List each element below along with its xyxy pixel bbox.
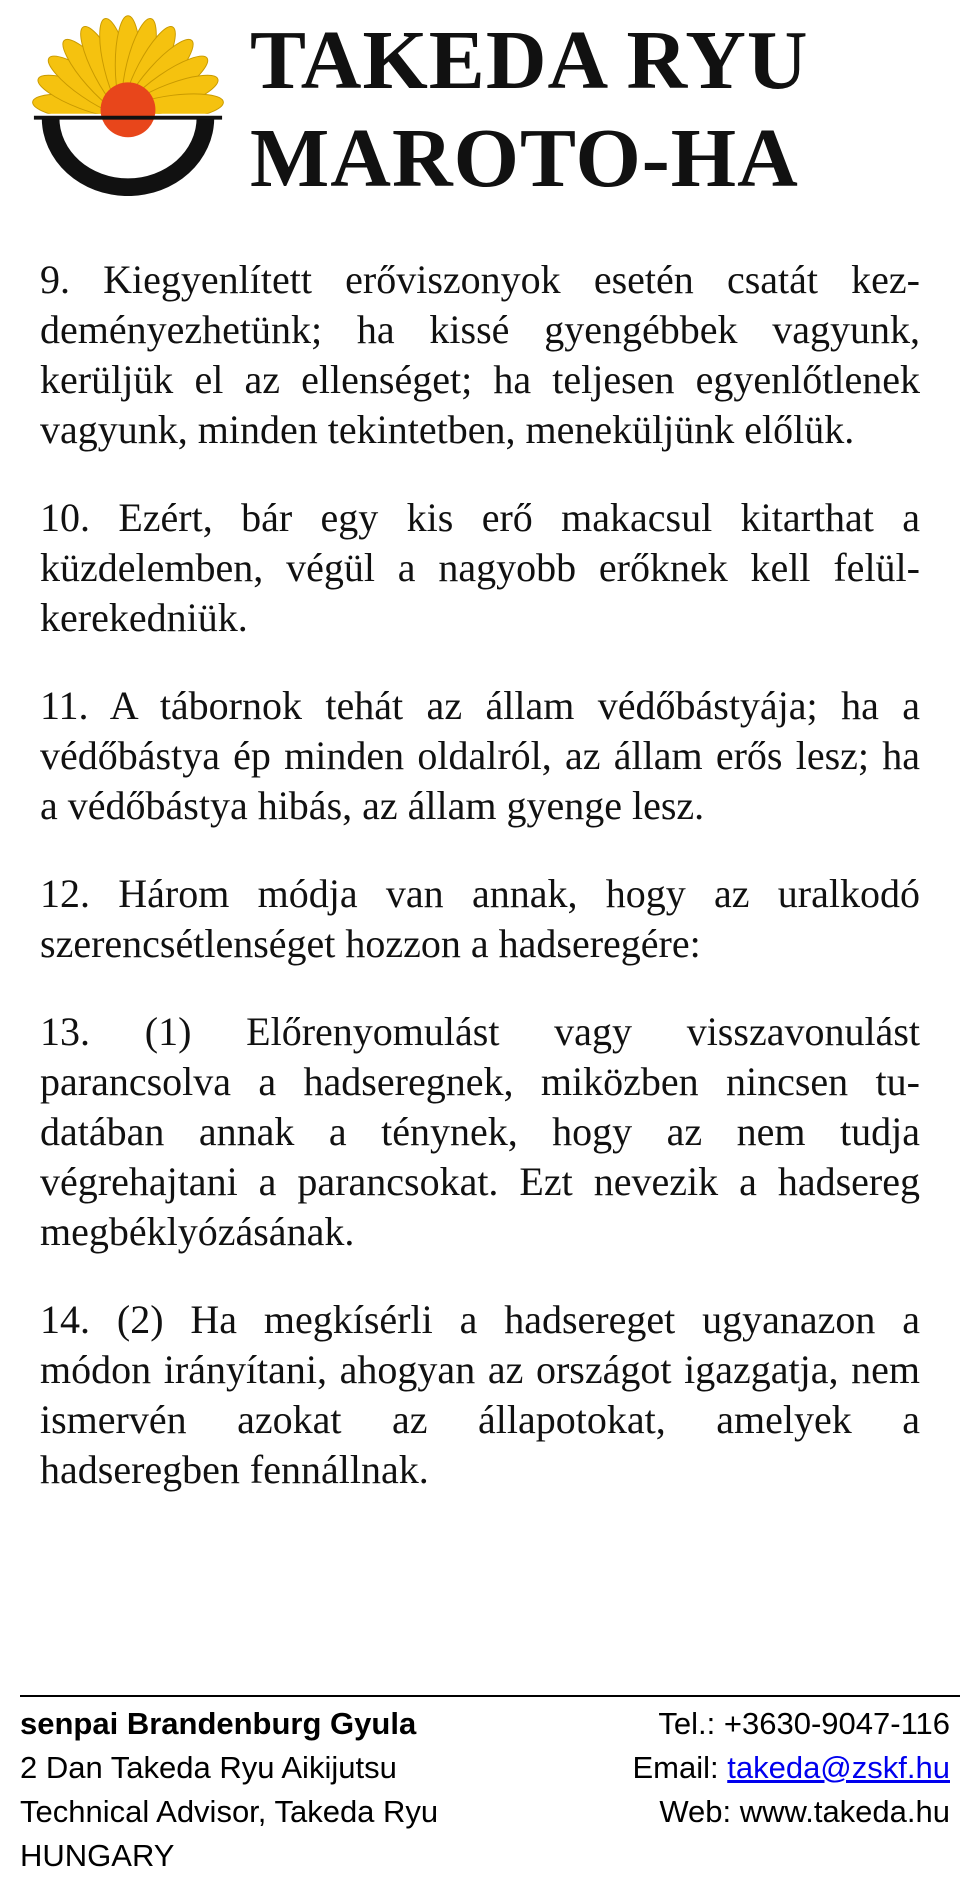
title-line-1: TAKEDA RYU — [250, 14, 809, 107]
author-rank: 2 Dan Takeda Ryu Aikijutsu — [20, 1750, 397, 1785]
author-country: HUNGARY — [20, 1838, 175, 1873]
paragraph-12: 12. Három módja van annak, hogy az uralkodó szerencsétlenséget hozzon a hadseregére: — [40, 871, 920, 966]
chrysanthemum-crest-icon — [30, 6, 226, 196]
footer-divider — [20, 1695, 960, 1697]
text-body — [40, 255, 920, 1533]
email-label: Email: — [632, 1750, 728, 1785]
phone-number: Tel.: +3630-9047-116 — [658, 1706, 950, 1741]
paragraph-14: 14. (2) Ha megkísérli a hadsereget ugyanazon a módon irányítani, ahogyan az országot igazgatja, nem ismervén azokat az állapotokat, amelyek a hadseregben fennállnak. — [40, 1297, 920, 1492]
paragraph-13: 13. (1) Előrenyomulást vagy visszavonulást parancsolva a hadseregnek, miközben nincsen tudatában annak a ténynek, hogy az nem tudja végrehajtani a parancsokat. Ezt nevezik a hadsereg megbéklyózásának. — [40, 1009, 920, 1254]
page-header — [0, 0, 960, 210]
paragraph-11: 11. A tábornok tehát az állam védőbástyája; ha a védőbástya ép minden oldalról, az állam erős lesz; ha a védőbástya hibás, az állam gyenge lesz. — [40, 683, 920, 828]
author-name: senpai Brandenburg Gyula — [20, 1706, 417, 1741]
page-title — [250, 12, 809, 208]
paragraph-9: 9. Kiegyenlített erőviszonyok esetén csatát kezdeményezhetünk; ha kissé gyengébbek vagyunk, kerüljük el az ellenséget; ha teljesen egyenlőtlenek vagyunk, minden tekintetben, meneküljünk előlük. — [40, 257, 920, 452]
website: Web: www.takeda.hu — [659, 1794, 950, 1829]
footer-contact-person — [20, 1702, 580, 1878]
title-line-2: MAROTO-HA — [250, 112, 799, 205]
email-line — [550, 1746, 950, 1790]
email-link[interactable]: takeda@zskf.hu — [727, 1750, 950, 1785]
paragraph-10: 10. Ezért, bár egy kis erő makacsul kitarthat a küzdelemben, végül a nagyobb erőknek kell felülkerekedniük. — [40, 495, 920, 640]
author-role: Technical Advisor, Takeda Ryu — [20, 1794, 439, 1829]
footer-contact-details — [550, 1702, 950, 1834]
